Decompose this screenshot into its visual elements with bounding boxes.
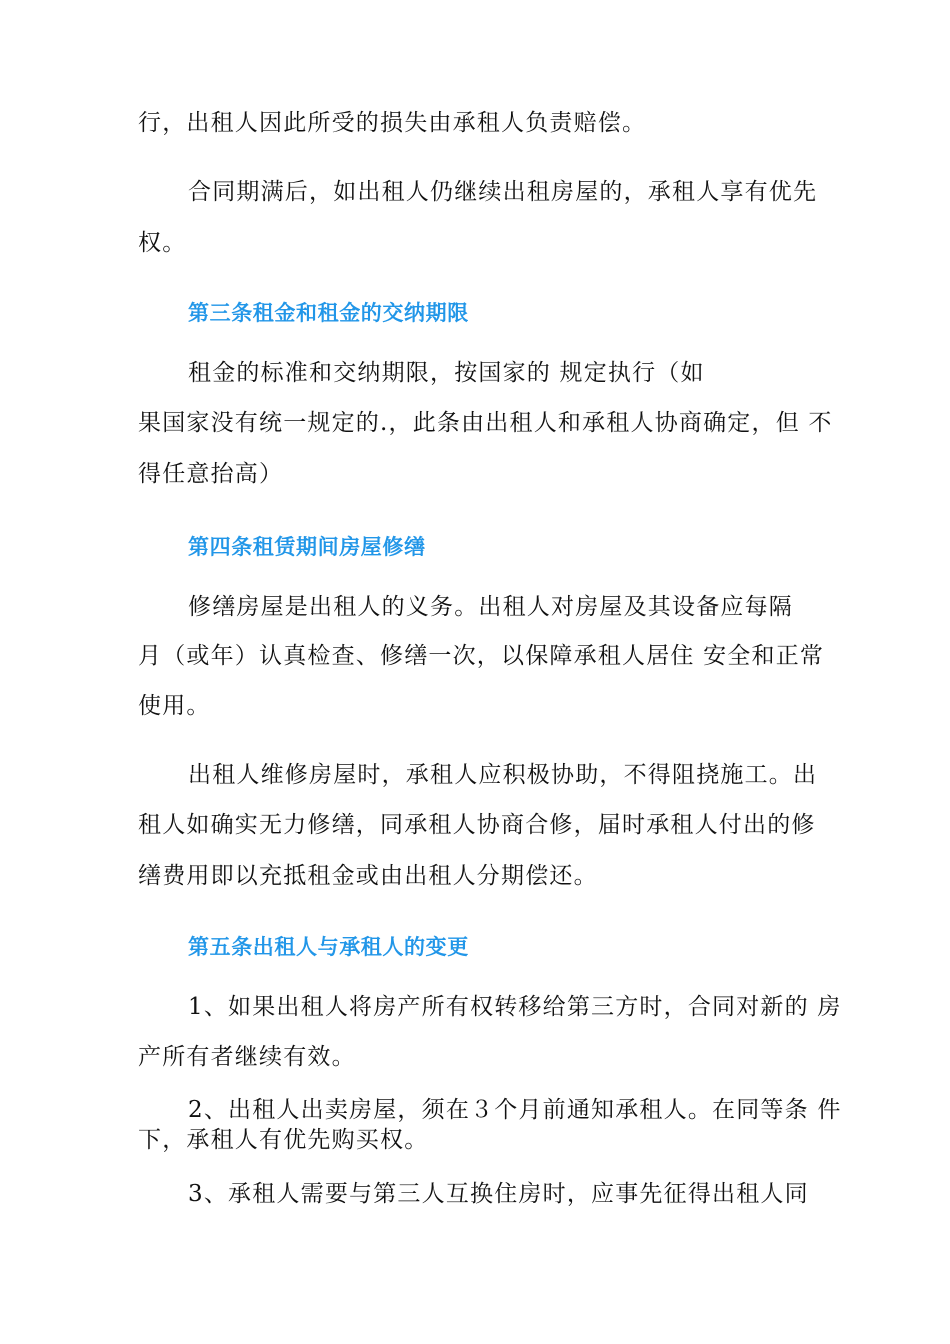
paragraph-line: 出租人维修房屋时，承租人应积极协助，不得阻挠施工。出 [188,762,818,788]
paragraph-line: 使用。 [138,693,211,719]
paragraph-line: 权。 [138,230,187,256]
paragraph-line: 月（或年）认真检查、修缮一次，以保障承租人居住 安全和正常 [138,643,825,669]
paragraph-line: 下，承租人有优先购买权。 [138,1127,429,1153]
paragraph-line: 租金的标准和交纳期限，按国家的 规定执行（如 [188,360,705,386]
section-heading-article-5: 第五条出租人与承租人的变更 [188,935,469,959]
paragraph-line: 产所有者继续有效。 [138,1044,356,1070]
paragraph-line: 行，出租人因此所受的损失由承租人负责赔偿。 [138,110,647,136]
paragraph-line: 得任意抬高） [138,461,284,487]
paragraph-line: 缮费用即以充抵租金或由出租人分期偿还。 [138,863,598,889]
paragraph-line: 2、出租人出卖房屋，须在３个月前通知承租人。在同等条 件 [188,1097,842,1123]
paragraph-line: 1、如果出租人将房产所有权转移给第三方时，合同对新的 房 [188,994,842,1020]
paragraph-line: 3、承租人需要与第三人互换住房时，应事先征得出租人同 [188,1181,809,1207]
paragraph-line: 果国家没有统一规定的.，此条由出租人和承租人协商确定，但 不 [138,410,833,436]
section-heading-article-3: 第三条租金和租金的交纳期限 [188,301,469,325]
section-heading-article-4: 第四条租赁期间房屋修缮 [188,535,426,559]
paragraph-line: 合同期满后，如出租人仍继续出租房屋的，承租人享有优先 [188,179,818,205]
paragraph-line: 修缮房屋是出租人的义务。出租人对房屋及其设备应每隔 [188,594,793,620]
paragraph-line: 租人如确实无力修缮，同承租人协商合修，届时承租人付出的修 [138,812,816,838]
